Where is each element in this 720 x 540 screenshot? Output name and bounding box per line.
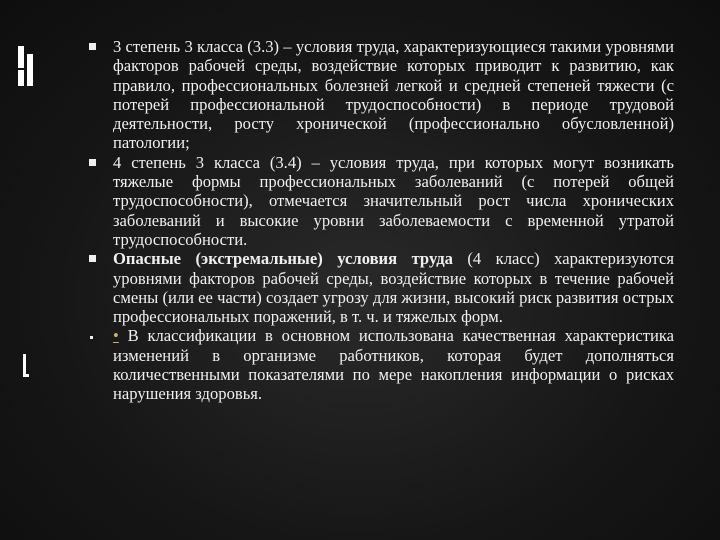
decorative-bar [18, 46, 24, 68]
sub-bullet-icon: • [113, 326, 119, 346]
item-body: (4 класс) характеризуются уровнями факторов рабочей среды, воздействие которых в течение рабочей смены (или ее части) создает угрозу для жизни, высокий риск развития острых профессиональных поражений, в т. ч. и тяжелых форм. [113, 249, 674, 327]
list-item [88, 37, 674, 153]
square-bullet-icon [90, 336, 93, 339]
item-text: 3 степень 3 класса (3.3) – условия труда, характеризующиеся такими уровнями факторов рабочей среды, воздействие которых приводит к развитию, как правило, профессиональных болезней легкой и средней степеней тяжести (с потерей профессиональной трудоспособности) в периоде трудовой деятельности, росту хронической (профессионально обусловленной) патологии; [113, 37, 674, 153]
item-body: В классификации в основном использована качественная характеристика изменений в организме работников, которая будет дополняться количественными показателями по мере накопления информации о рисках нарушения здоровья. [113, 326, 674, 404]
list-item [88, 153, 674, 249]
item-text: 4 степень 3 класса (3.4) – условия труда, при которых могут возникать тяжелые формы профессиональных заболеваний (с потерей общей трудоспособности), отмечается значительный рост числа хронических заболеваний и высокие уровни заболеваемости с временной утратой трудоспособности. [113, 152, 674, 249]
item-text [113, 249, 674, 326]
square-bullet-icon [89, 255, 96, 262]
decorative-bar [23, 354, 26, 376]
slide-content [88, 37, 674, 404]
decorative-bar [23, 374, 29, 377]
square-bullet-icon [89, 43, 96, 50]
item-text [113, 326, 674, 403]
square-bullet-icon [89, 159, 96, 166]
decorative-bar [27, 54, 33, 86]
decorative-bar [18, 70, 24, 86]
item-bold-lead: Опасные (экстремальные) условия труда [113, 249, 453, 269]
list-item [88, 326, 674, 403]
list-item [88, 249, 674, 326]
